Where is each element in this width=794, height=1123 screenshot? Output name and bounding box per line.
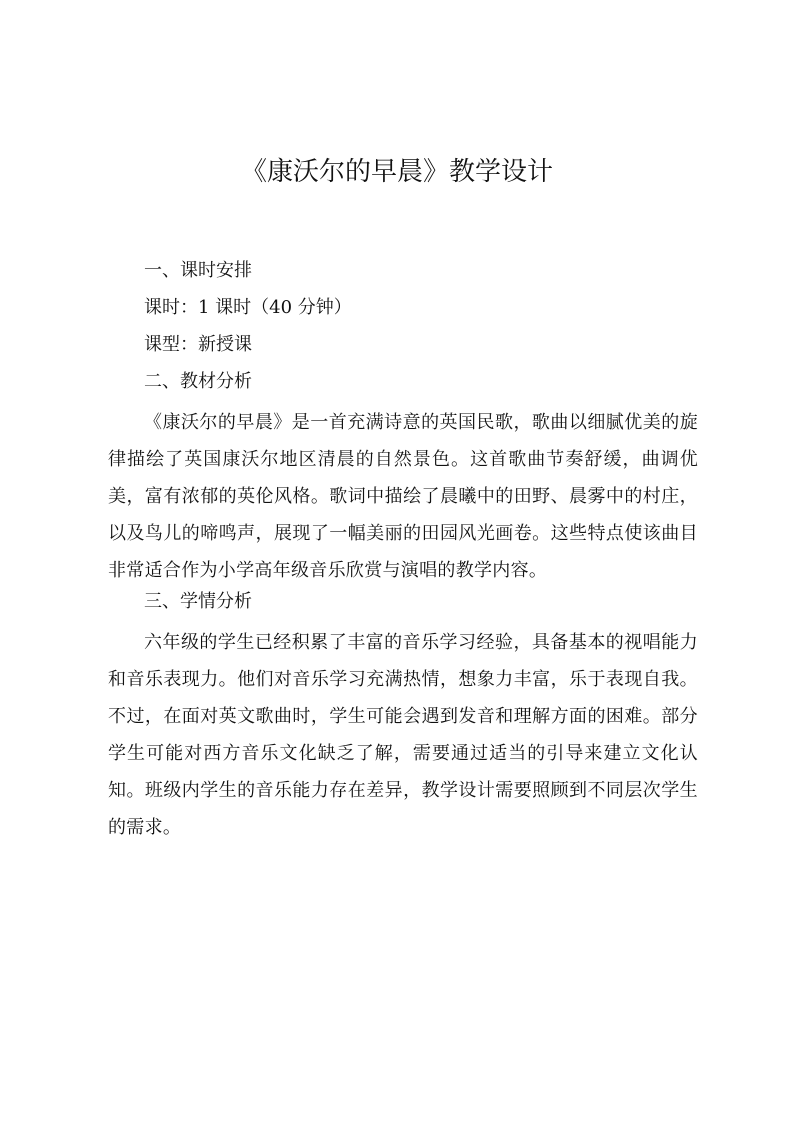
student-analysis-paragraph: 六年级的学生已经积累了丰富的音乐学习经验，具备基本的视唱能力和音乐表现力。他们对音乐学习充满热情，想象力丰富，乐于表现自我。不过，在面对英文歌曲时，学生可能会遇到发音和理解方面的困难。部分学生可能对西方音乐文化缺乏了解，需要通过适当的引导来建立文化认知。班级内学生的音乐能力存在差异，教学设计需要照顾到不同层次学生的需求。 — [108, 632, 698, 838]
class-hours-line: 课时：1 课时（40 分钟） — [144, 297, 352, 318]
section-heading-student-analysis: 三、学情分析 — [144, 591, 252, 612]
section-heading-schedule: 一、课时安排 — [144, 260, 252, 281]
document-body — [108, 256, 698, 844]
material-analysis-paragraph: 《康沃尔的早晨》是一首充满诗意的英国民歌，歌曲以细腻优美的旋律描绘了英国康沃尔地区清晨的自然景色。这首歌曲节奏舒缓，曲调优美，富有浓郁的英伦风格。歌词中描绘了晨曦中的田野、晨雾中的村庄，以及鸟儿的啼鸣声，展现了一幅美丽的田园风光画卷。这些特点使该曲目非常适合作为小学高年级音乐欣赏与演唱的教学内容。 — [108, 412, 698, 581]
document-title: 《康沃尔的早晨》教学设计 — [240, 157, 553, 187]
class-type-line: 课型：新授课 — [144, 334, 252, 355]
section-heading-material-analysis: 二、教材分析 — [144, 371, 252, 392]
